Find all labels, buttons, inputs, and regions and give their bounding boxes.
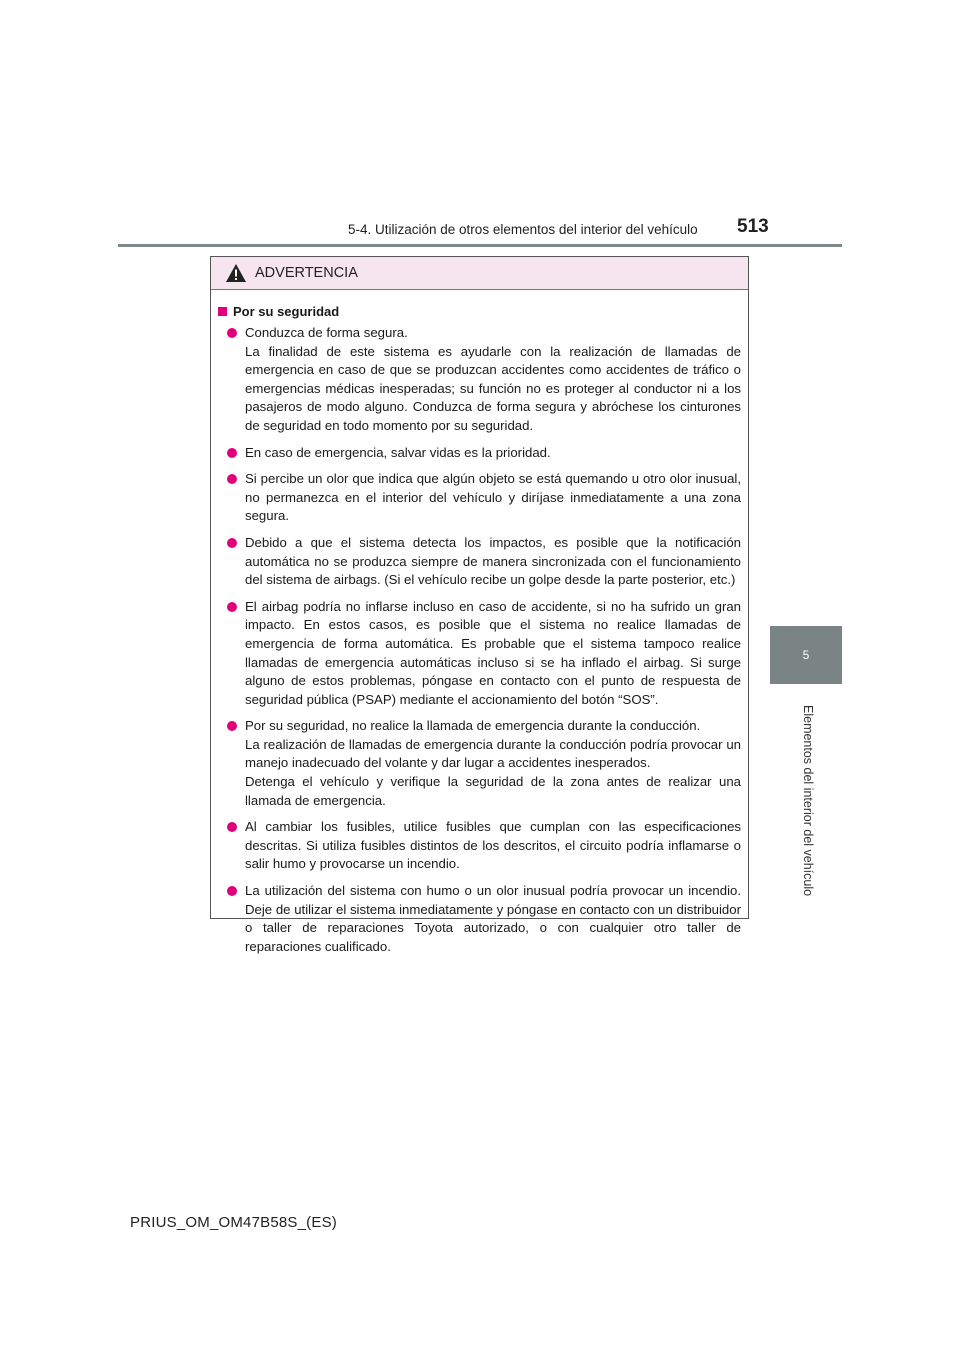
item-line: La finalidad de este sistema es ayudarle con la realización de llamadas de emergencia en caso de que se produzcan accidentes como accidentes de tráfico o emergencias médicas inesperadas; su función no es proteger al conductor ni a los pasajeros de modo alguno. Conduzca de forma segura y abróchese los cinturones de seguridad en todo momento por su seguridad. [245, 343, 741, 433]
item-text [245, 818, 741, 874]
item-text [245, 534, 741, 590]
item-text [245, 882, 741, 956]
page-number: 513 [737, 216, 769, 237]
chapter-label: Elementos del interior del vehículo [801, 705, 815, 897]
bullet-icon [227, 328, 237, 338]
item-line: Si percibe un olor que indica que algún objeto se está quemando u otro olor inusual, no permanezca en el interior del vehículo y diríjase inmediatamente a una zona segura. [245, 471, 741, 524]
item-line: Debido a que el sistema detecta los impactos, es posible que la notificación automática no se produzca siempre de manera sincronizada con el funcionamiento del sistema de airbags. (Si el vehículo recibe un golpe desde la parte posterior, etc.) [245, 534, 741, 588]
section-heading [218, 304, 741, 319]
section-title: 5-4. Utilización de otros elementos del interior del vehículo [348, 222, 698, 237]
item-line: Por su seguridad, no realice la llamada de emergencia durante la conducción. [245, 718, 701, 734]
bullet-icon [227, 448, 237, 458]
bullet-icon [227, 721, 237, 731]
item-line: La realización de llamadas de emergencia durante la conducción podría provocar un manejo inadecuado del volante y dar lugar a accidentes inesperados. [245, 736, 741, 771]
list-item [218, 444, 741, 463]
bullet-icon [227, 474, 237, 484]
item-line: Al cambiar los fusibles, utilice fusibles que cumplan con las especificaciones descritas. Si utiliza fusibles distintos de los descritos, el circuito podría inflamarse o salir humo y provocarse un incendio. [245, 819, 741, 872]
list-item [218, 534, 741, 590]
list-item [218, 324, 741, 436]
section-heading-text: Por su seguridad [233, 304, 340, 319]
item-text [245, 717, 741, 810]
item-line: Detenga el vehículo y verifique la seguridad de la zona antes de realizar una llamada de emergencia. [245, 774, 741, 808]
warning-body [211, 290, 748, 956]
chapter-tab: 5 [770, 626, 842, 684]
document-code: PRIUS_OM_OM47B58S_(ES) [130, 1214, 337, 1231]
item-text [245, 324, 741, 436]
bullet-icon [227, 538, 237, 548]
item-line: Conduzca de forma segura. [245, 325, 408, 340]
list-item [218, 598, 741, 710]
item-text [245, 470, 741, 526]
bullet-icon [227, 886, 237, 896]
warning-box [210, 256, 749, 954]
list-item [218, 818, 741, 874]
list-item [218, 717, 741, 810]
warning-title: ADVERTENCIA [255, 265, 358, 281]
list-item [218, 882, 741, 956]
item-text [245, 598, 741, 710]
header-divider [118, 244, 842, 247]
warning-header [211, 257, 748, 290]
list-item [218, 470, 741, 526]
item-text [245, 444, 551, 463]
bullet-icon [227, 602, 237, 612]
item-line: En caso de emergencia, salvar vidas es la prioridad. [245, 444, 551, 460]
item-line: El airbag podría no inflarse incluso en caso de accidente, si no ha sufrido un gran impacto. En estos casos, es posible que el sistema no realice llamadas de emergencia de forma automática. Es probable que el sistema tampoco realice llamadas de emergencia automáticas incluso si se ha inflado el airbag. Si surge alguno de estos problemas, póngase en contacto con el punto de respuesta de seguridad pública (PSAP) mediante el accionamiento del botón “SOS”. [245, 598, 741, 707]
warning-triangle-icon [225, 263, 247, 283]
square-bullet-icon [218, 307, 227, 316]
bullet-icon [227, 822, 237, 832]
item-line: La utilización del sistema con humo o un olor inusual podría provocar un incendio. Deje de utilizar el sistema inmediatamente y póngase en contacto con un distribuidor o taller de reparaciones Toyota autorizado, o con cualquier otro taller de reparaciones cualificado. [245, 883, 741, 954]
